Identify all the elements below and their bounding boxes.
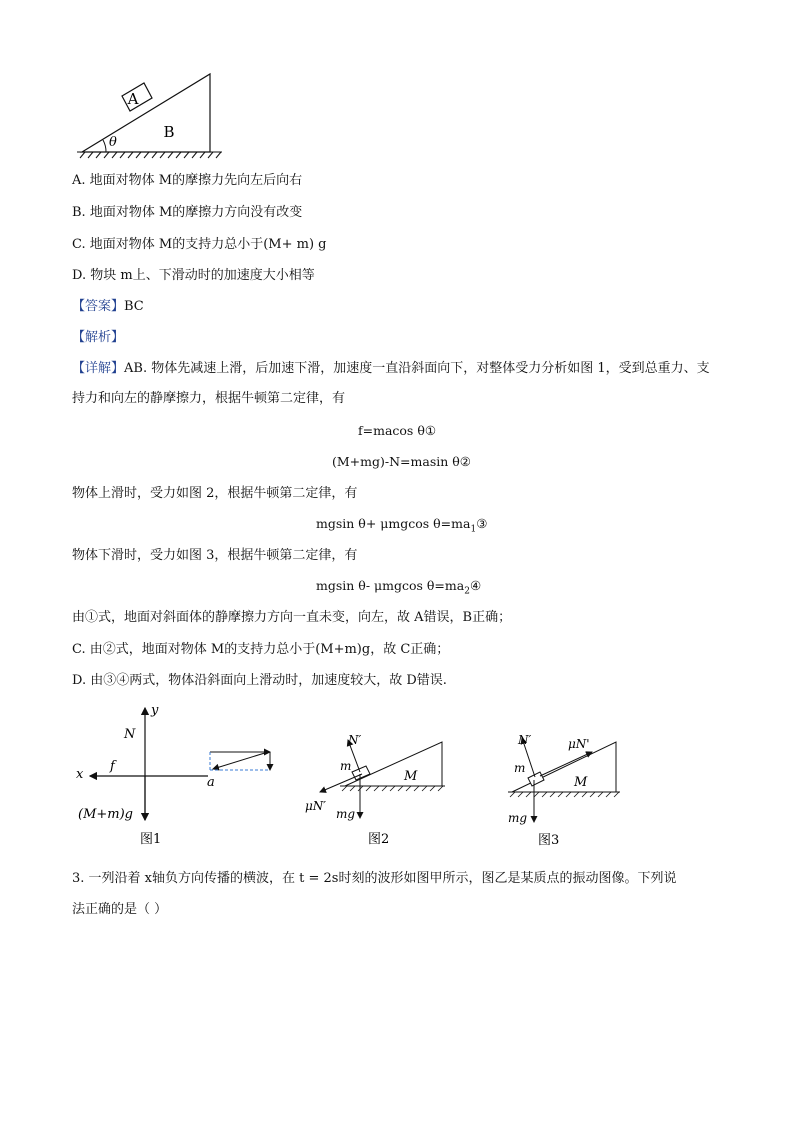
angle-label: θ (109, 135, 117, 150)
incline-label: B (163, 123, 175, 141)
block-label: A (127, 90, 139, 108)
svg-text:mg: mg (336, 807, 356, 821)
equation-3: mgsin θ+ μmgcos $\theta=ma_1③$ (316, 516, 488, 535)
svg-text:M: M (404, 769, 418, 784)
question-3-line-2: 法正确的是（ ） (72, 902, 168, 917)
conclusion-d: D. 由③④两式，物体沿斜面向上滑动时，加速度较大，故 D错误. (72, 673, 447, 688)
detail-paragraph: 【详解】AB. 物体先减速上滑，后加速下滑，加速度一直沿斜面向下，对整体受力分析如图 1，受到总重力、支持力和向左的静摩擦力，根据牛顿第二定律，有 (72, 361, 710, 406)
svg-text:mg: mg (508, 811, 528, 825)
figure-1 (70, 700, 290, 850)
equation-4: mgsin θ- μmgcos $\theta=ma_2④$ (316, 578, 482, 597)
conclusion-c: C. 由②式，地面对物体 M的支持力总小于(M+m)g，故 C正确； (72, 642, 450, 657)
analysis-tag: 【解析】 (72, 330, 125, 345)
downslide-line: 物体下滑时，受力如图 3，根据牛顿第二定律，有 (72, 548, 358, 563)
svg-text:a: a (207, 775, 215, 790)
svg-text:M: M (574, 775, 588, 790)
option-a: A. 地面对物体 M的摩擦力先向左后向右 (72, 173, 303, 188)
figure-2 (300, 722, 460, 852)
equation-2: (M+mg)-N=masin θ② (332, 454, 471, 469)
answer: 【答案】BC (72, 299, 144, 314)
option-c: C. 地面对物体 M的支持力总小于(M+ m) g (72, 237, 327, 252)
svg-text:x: x (76, 767, 84, 782)
svg-text:图3: 图3 (538, 833, 560, 848)
svg-text:(M+m)g: (M+m)g (78, 807, 133, 822)
equation-1: f=macos θ① (358, 423, 437, 438)
svg-text:μN': μN' (568, 737, 590, 751)
svg-text:y: y (151, 703, 159, 718)
svg-text:f: f (110, 759, 115, 774)
ground-hatch (77, 152, 222, 158)
svg-text:图1: 图1 (140, 832, 162, 847)
svg-text:N′: N′ (348, 733, 362, 747)
svg-text:N′: N′ (518, 733, 532, 747)
svg-text:N: N (124, 727, 136, 742)
svg-text:图2: 图2 (368, 832, 390, 847)
option-b: B. 地面对物体 M的摩擦力方向没有改变 (72, 205, 303, 220)
svg-text:m: m (340, 759, 352, 773)
question-3-line-1: 3. 一列沿着 x轴负方向传播的横波，在 t = 2s时刻的波形如图甲所示，图乙是某质点的振动图像。下列说 (72, 871, 677, 886)
figure-3 (500, 722, 660, 852)
upslide-line: 物体上滑时，受力如图 2，根据牛顿第二定律，有 (72, 486, 358, 501)
svg-text:m: m (514, 761, 526, 775)
option-d: D. 物块 m上、下滑动时的加速度大小相等 (72, 268, 315, 283)
svg-text:μN′: μN′ (305, 799, 327, 813)
conclusion-ab: 由①式，地面对斜面体的静摩擦力方向一直未变，向左，故 A错误，B正确； (72, 610, 512, 625)
incline-figure (72, 68, 232, 160)
